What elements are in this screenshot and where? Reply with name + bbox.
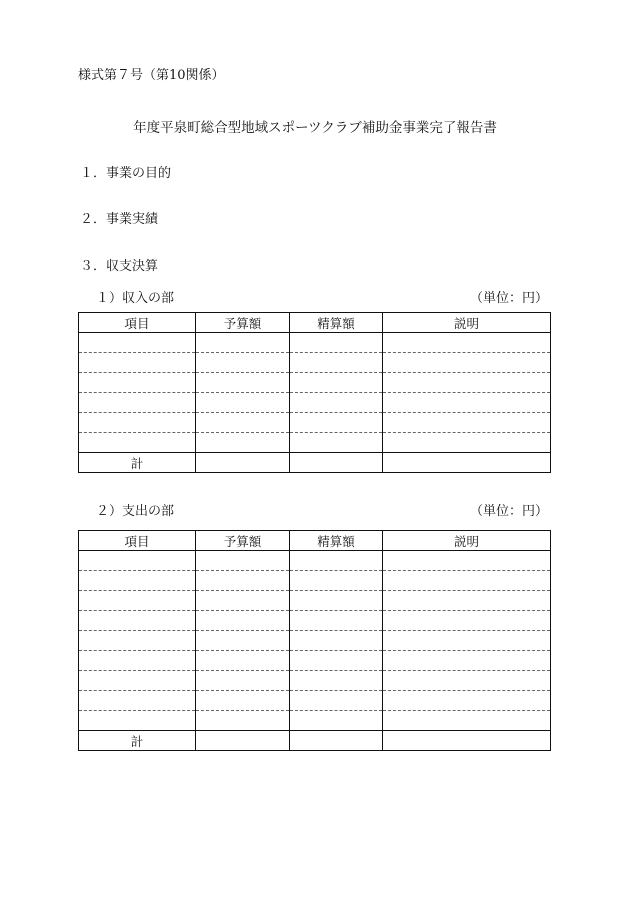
expense-description-cell[interactable] [383, 671, 551, 691]
income-item-cell[interactable] [79, 433, 196, 453]
expense-table-row [79, 631, 551, 651]
document-title: 年度平泉町総合型地域スポーツクラブ補助金事業完了報告書 [133, 120, 497, 136]
expense-item-cell[interactable] [79, 631, 196, 651]
expense-total-label: 計 [79, 731, 196, 751]
expense-item-cell[interactable] [79, 671, 196, 691]
expense-settled-cell[interactable] [290, 591, 383, 611]
income-budget-cell[interactable] [196, 333, 290, 353]
expense-col-budget: 予算額 [196, 531, 290, 551]
expense-budget-cell[interactable] [196, 571, 290, 591]
expense-settled-cell[interactable] [290, 571, 383, 591]
income-unit: （単位：円） [469, 291, 548, 306]
expense-settled-cell[interactable] [290, 671, 383, 691]
income-budget-cell[interactable] [196, 393, 290, 413]
expense-col-settled: 精算額 [290, 531, 383, 551]
income-budget-cell[interactable] [196, 353, 290, 373]
expense-settled-cell[interactable] [290, 611, 383, 631]
section-purpose: １．事業の目的 [80, 166, 172, 181]
income-table-row [79, 333, 551, 353]
income-col-description: 説明 [383, 313, 551, 333]
income-col-budget: 予算額 [196, 313, 290, 333]
expense-description-cell[interactable] [383, 711, 551, 731]
expense-budget-cell[interactable] [196, 691, 290, 711]
expense-description-cell[interactable] [383, 611, 551, 631]
income-table-row [79, 433, 551, 453]
expense-table-row [79, 611, 551, 631]
expense-description-cell[interactable] [383, 551, 551, 571]
income-total-row [79, 453, 551, 473]
expense-unit: （単位：円） [469, 504, 548, 519]
income-item-cell[interactable] [79, 413, 196, 433]
income-table-row [79, 393, 551, 413]
expense-item-cell[interactable] [79, 591, 196, 611]
expense-table-row [79, 651, 551, 671]
expense-settled-cell[interactable] [290, 631, 383, 651]
income-total-budget[interactable] [196, 453, 290, 473]
section-results: ２．事業実績 [80, 212, 159, 227]
expense-total-settled[interactable] [290, 731, 383, 751]
income-settled-cell[interactable] [290, 373, 383, 393]
expense-budget-cell[interactable] [196, 611, 290, 631]
income-settled-cell[interactable] [290, 433, 383, 453]
expense-settled-cell[interactable] [290, 691, 383, 711]
expense-budget-cell[interactable] [196, 631, 290, 651]
expense-table-row [79, 711, 551, 731]
expense-description-cell[interactable] [383, 651, 551, 671]
expense-heading: ２）支出の部 [96, 504, 175, 519]
income-budget-cell[interactable] [196, 373, 290, 393]
expense-item-cell[interactable] [79, 551, 196, 571]
expense-table-row [79, 551, 551, 571]
income-item-cell[interactable] [79, 333, 196, 353]
income-col-item: 項目 [79, 313, 196, 333]
income-item-cell[interactable] [79, 373, 196, 393]
income-heading: １）収入の部 [96, 291, 175, 306]
expense-budget-cell[interactable] [196, 651, 290, 671]
expense-budget-cell[interactable] [196, 671, 290, 691]
income-budget-cell[interactable] [196, 413, 290, 433]
expense-total-description[interactable] [383, 731, 551, 751]
income-table-row [79, 373, 551, 393]
expense-description-cell[interactable] [383, 691, 551, 711]
income-total-description[interactable] [383, 453, 551, 473]
income-settled-cell[interactable] [290, 393, 383, 413]
expense-header-row [79, 531, 551, 551]
expense-item-cell[interactable] [79, 611, 196, 631]
income-header-row [79, 313, 551, 333]
income-table [78, 312, 551, 473]
expense-item-cell[interactable] [79, 651, 196, 671]
expense-item-cell[interactable] [79, 571, 196, 591]
income-description-cell[interactable] [383, 333, 551, 353]
income-description-cell[interactable] [383, 373, 551, 393]
expense-table-row [79, 691, 551, 711]
expense-description-cell[interactable] [383, 591, 551, 611]
expense-col-item: 項目 [79, 531, 196, 551]
expense-description-cell[interactable] [383, 571, 551, 591]
expense-description-cell[interactable] [383, 631, 551, 651]
income-budget-cell[interactable] [196, 433, 290, 453]
expense-item-cell[interactable] [79, 711, 196, 731]
expense-table-row [79, 591, 551, 611]
income-item-cell[interactable] [79, 393, 196, 413]
income-col-settled: 精算額 [290, 313, 383, 333]
expense-budget-cell[interactable] [196, 711, 290, 731]
expense-total-row [79, 731, 551, 751]
expense-table-row [79, 571, 551, 591]
expense-col-description: 説明 [383, 531, 551, 551]
income-settled-cell[interactable] [290, 333, 383, 353]
income-total-settled[interactable] [290, 453, 383, 473]
income-settled-cell[interactable] [290, 413, 383, 433]
expense-settled-cell[interactable] [290, 711, 383, 731]
expense-budget-cell[interactable] [196, 591, 290, 611]
income-table-row [79, 353, 551, 373]
income-description-cell[interactable] [383, 393, 551, 413]
expense-table-row [79, 671, 551, 691]
income-description-cell[interactable] [383, 353, 551, 373]
expense-table [78, 530, 551, 751]
expense-settled-cell[interactable] [290, 551, 383, 571]
form-number: 様式第７号（第10関係） [78, 68, 225, 83]
expense-total-budget[interactable] [196, 731, 290, 751]
income-settled-cell[interactable] [290, 353, 383, 373]
section-settlement: ３．収支決算 [80, 259, 159, 274]
income-item-cell[interactable] [79, 353, 196, 373]
income-total-label: 計 [79, 453, 196, 473]
income-description-cell[interactable] [383, 413, 551, 433]
income-description-cell[interactable] [383, 433, 551, 453]
expense-settled-cell[interactable] [290, 651, 383, 671]
expense-budget-cell[interactable] [196, 551, 290, 571]
expense-item-cell[interactable] [79, 691, 196, 711]
income-table-row [79, 413, 551, 433]
